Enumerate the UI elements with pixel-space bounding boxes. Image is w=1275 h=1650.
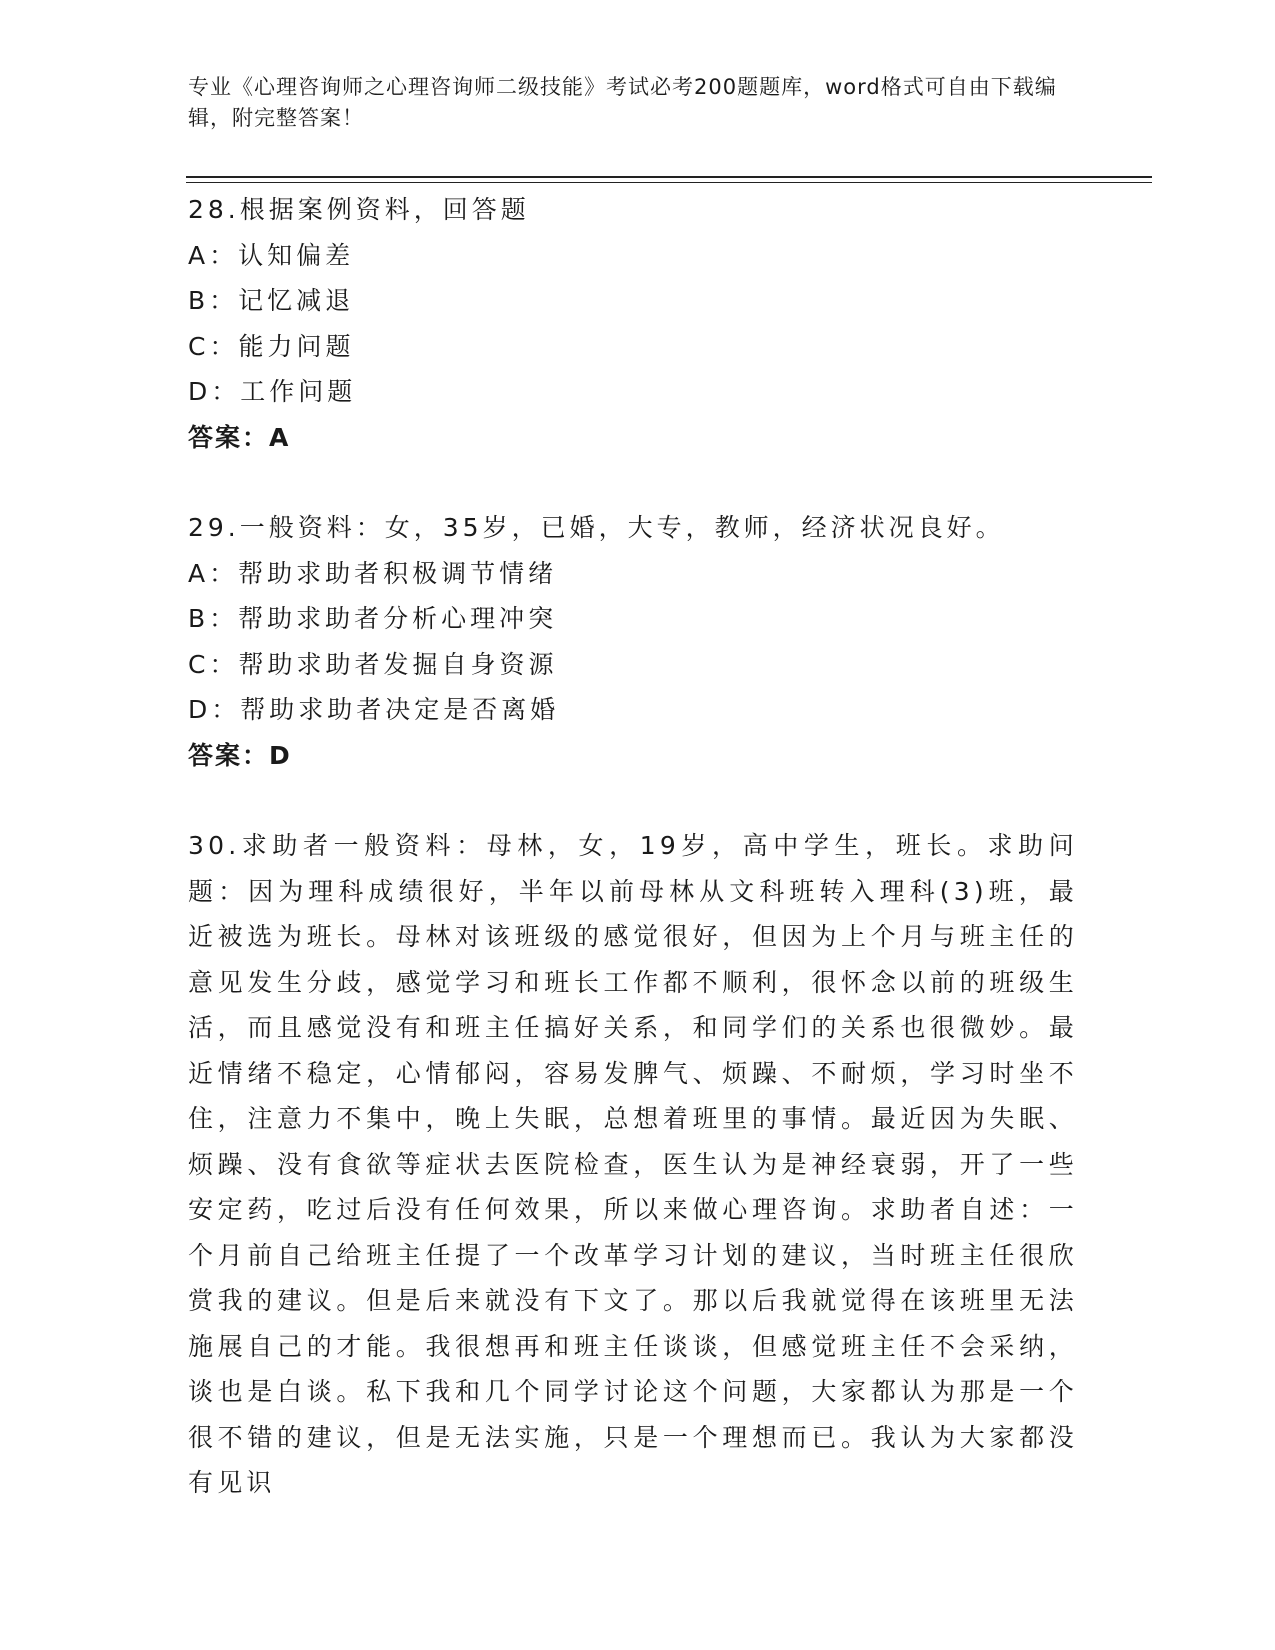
option-a: A：认知偏差	[188, 240, 355, 270]
question-28	[188, 187, 1088, 460]
document-header	[188, 72, 1068, 134]
answer-line: 答案：A	[188, 422, 291, 452]
option-b: B：记忆减退	[188, 286, 355, 315]
question-29	[188, 505, 1088, 778]
option-c: C：能力问题	[188, 331, 355, 361]
question-stem: 30.求助者一般资料：母林，女，19岁，高中学生，班长。求助问题：因为理科成绩很好，半年以前母林从文科班转入理科(3)班，最近被选为班长。母林对该班级的感觉很好，但因为上个月与班主任的意见发生分歧，感觉学习和班长工作都不顺利，很怀念以前的班级生活，而且感觉没有和班主任搞好关系，和同学们的关系也很微妙。最近情绪不稳定，心情郁闷，容易发脾气、烦躁、不耐烦，学习时坐不住，注意力不集中，晚上失眠，总想着班里的事情。最近因为失眠、烦躁、没有食欲等症状去医院检查，医生认为是神经衰弱，开了一些安定药，吃过后没有任何效果，所以来做心理咨询。求助者自述：一个月前自己给班主任提了一个改革学习计划的建议，当时班主任很欣赏我的建议。但是后来就没有下文了。那以后我就觉得在该班里无法施展自己的才能。我很想再和班主任谈谈，但感觉班主任不会采纳，谈也是白谈。私下我和几个同学讨论这个问题，大家都认为那是一个很不错的建议，但是无法实施，只是一个理想而已。我认为大家都没有见识	[188, 831, 1078, 1497]
question-stem: 29.一般资料：女，35岁，已婚，大专，教师，经济状况良好。	[188, 513, 1005, 542]
question-stem: 28.根据案例资料，回答题	[188, 195, 530, 224]
option-b: B：帮助求助者分析心理冲突	[188, 604, 558, 633]
option-d: D：帮助求助者决定是否离婚	[188, 695, 560, 724]
question-30	[188, 823, 1088, 1506]
header-divider-thin	[186, 182, 1152, 183]
option-d: D：工作问题	[188, 377, 357, 406]
header-divider-thick	[186, 176, 1152, 178]
option-a: A：帮助求助者积极调节情绪	[188, 558, 558, 588]
answer-line: 答案：D	[188, 740, 292, 770]
option-c: C：帮助求助者发掘自身资源	[188, 649, 558, 679]
header-text: 专业《心理咨询师之心理咨询师二级技能》考试必考200题题库，word格式可自由下载编辑，附完整答案！	[188, 75, 1057, 130]
